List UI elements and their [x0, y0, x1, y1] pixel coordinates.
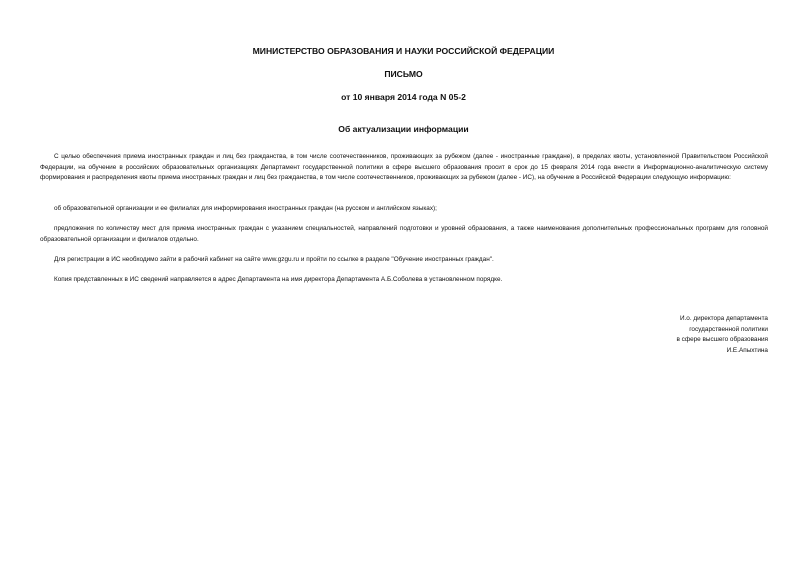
- signature-line-position: И.о. директора департамента: [679, 315, 768, 322]
- signature-line-name: И.Е.Апыхтина: [726, 346, 768, 354]
- paragraph-text: предложения по количеству мест для приема иностранных граждан с указанием специальностей, направлений подготовки и уровней образования, а также наименования дополнительных профессиональных программ для головной образовательной организации и филиалов отдельно.: [40, 225, 768, 243]
- signature-line-department: государственной политики: [689, 325, 768, 333]
- body-paragraph-5: [40, 275, 768, 286]
- paragraph-text: об образовательной организации и ее филиалах для информирования иностранных граждан (на русском и английском языках);: [54, 205, 437, 212]
- body-paragraph-3: [40, 224, 768, 245]
- document-subject: Об актуализации информации: [338, 124, 469, 134]
- paragraph-text: Копия представленных в ИС сведений направляется в адрес Департамента на имя директора Департамента А.Б.Соболева в установленном порядке.: [54, 276, 503, 283]
- signature-line-area: в сфере высшего образования: [676, 336, 768, 344]
- document-date-number: от 10 января 2014 года N 05-2: [341, 92, 466, 102]
- body-paragraph-2: [40, 204, 768, 215]
- paragraph-text: С целью обеспечения приема иностранных граждан и лиц без гражданства, в том числе соотечественников, проживающих за рубежом (далее - иностранные граждане), в пределах квоты, установленной Правительством Российской Федерации, на обучение в российских образовательных организациях Департамент государственной политики в сфере высшего образования просит в срок до 15 февраля 2014 года внести в Информационно-аналитическую систему формирования и распределения квоты приема иностранных граждан и лиц без гражданства, в том числе соотечественников, проживающих за рубежом (далее - ИС), на обучение в Российской Федерации следующую информацию:: [40, 153, 768, 182]
- document-type-heading: ПИСЬМО: [384, 69, 423, 79]
- paragraph-text: Для регистрации в ИС необходимо зайти в рабочий кабинет на сайте www.gzgu.ru и пройти по ссылке в разделе "Обучение иностранных граждан".: [54, 256, 494, 263]
- ministry-heading: МИНИСТЕРСТВО ОБРАЗОВАНИЯ И НАУКИ РОССИЙСКОЙ ФЕДЕРАЦИИ: [252, 46, 555, 56]
- body-paragraph-1: [40, 152, 768, 184]
- signature-block: [676, 314, 768, 356]
- body-paragraph-4: [40, 255, 768, 266]
